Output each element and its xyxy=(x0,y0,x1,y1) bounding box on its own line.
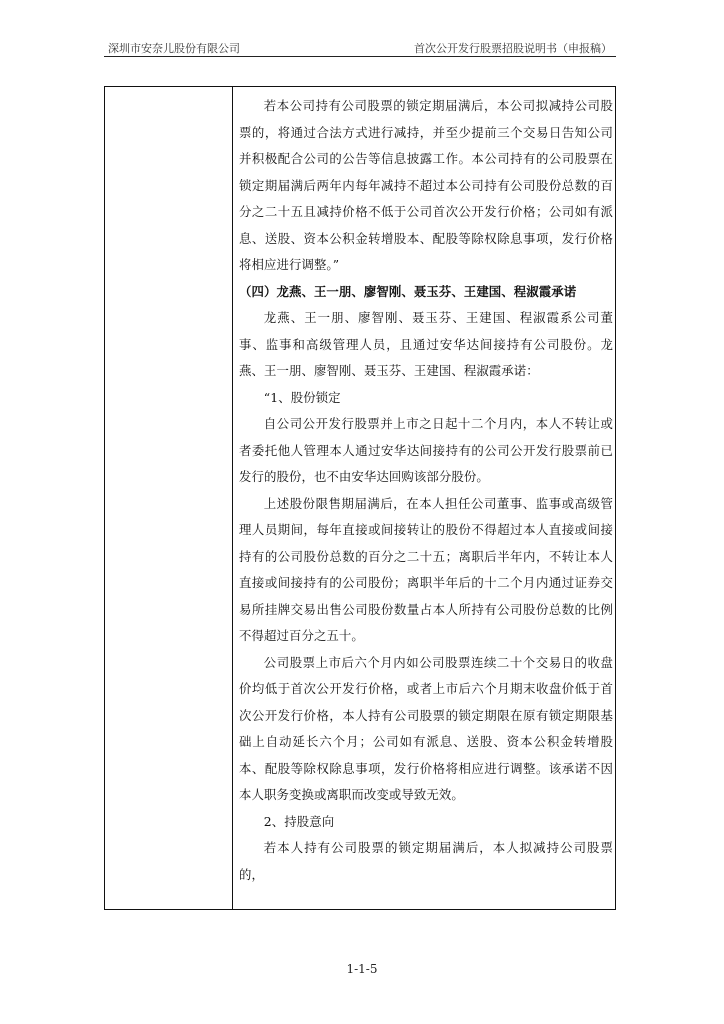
paragraph-price-extension: 公司股票上市后六个月内如公司股票连续二十个交易日的收盘价均低于首次公开发行价格，或者上市后六个月期末收盘价低于首次公开发行价格，本人持有公司股票的锁定期限在原有锁定期限基础上自动延长六个月；公司如有派息、送股、资本公积金转增股本、配股等除权除息事项，发行价格将相应进行调整。该承诺不因本人职务变换或离职而改变或导致无效。 xyxy=(239,654,613,802)
column-divider xyxy=(232,87,233,909)
document-title: 首次公开发行股票招股说明书（申报稿） xyxy=(414,42,612,55)
paragraph-lockup-12-months: 自公司公开发行股票并上市之日起十二个月内，本人不转让或者委托他人管理本人通过安华达间接持有的公司公开发行股票前已发行的股份，也不由安华达回购该部分股份。 xyxy=(239,416,613,484)
paragraph-parties: 龙燕、王一朋、廖智刚、聂玉芬、王建国、程淑霞系公司董事、监事和高级管理人员，且通过安华达间接持有公司股份。龙燕、王一朋、廖智刚、聂玉芬、王建国、程淑霞承诺： xyxy=(239,310,613,378)
commitment-table xyxy=(104,86,616,910)
page-number: 1-1-5 xyxy=(346,962,378,976)
paragraph-company-reduction: 若本公司持有公司股票的锁定期届满后，本公司拟减持公司股票的，将通过合法方式进行减持，并至少提前三个交易日告知公司并积极配合公司的公告等信息披露工作。本公司持有的公司股票在锁定期届满后两年内每年减持不超过本公司持有公司股份总数的百分之二十五且减持价格不低于公司首次公开发行价格；公司如有派息、送股、资本公积金转增股本、配股等除权除息事项，发行价格将相应进行调整。” xyxy=(239,98,613,272)
paragraph-transfer-limits: 上述股份限售期届满后，在本人担任公司董事、监事或高级管理人员期间，每年直接或间接转让的股份不得超过本人直接或间接持有的公司股份总数的百分之二十五；离职后半年内，不转让本人直接或间接持有的公司股份；离职半年后的十二个月内通过证券交易所挂牌交易出售公司股份数量占本人所持有公司股份总数的比例不得超过百分之五十。 xyxy=(239,495,613,643)
item-share-lockup: “1、股份锁定 xyxy=(263,389,341,405)
page-header xyxy=(104,38,616,57)
item-holding-intention: 2、持股意向 xyxy=(263,813,335,829)
commitment-content xyxy=(239,93,613,888)
paragraph-reduction-intent: 若本人持有公司股票的锁定期届满后，本人拟减持公司股票的， xyxy=(239,840,613,882)
section-heading: （四）龙燕、王一朋、廖智刚、聂玉芬、王建国、程淑霞承诺 xyxy=(239,283,577,299)
company-name: 深圳市安奈儿股份有限公司 xyxy=(108,42,240,55)
